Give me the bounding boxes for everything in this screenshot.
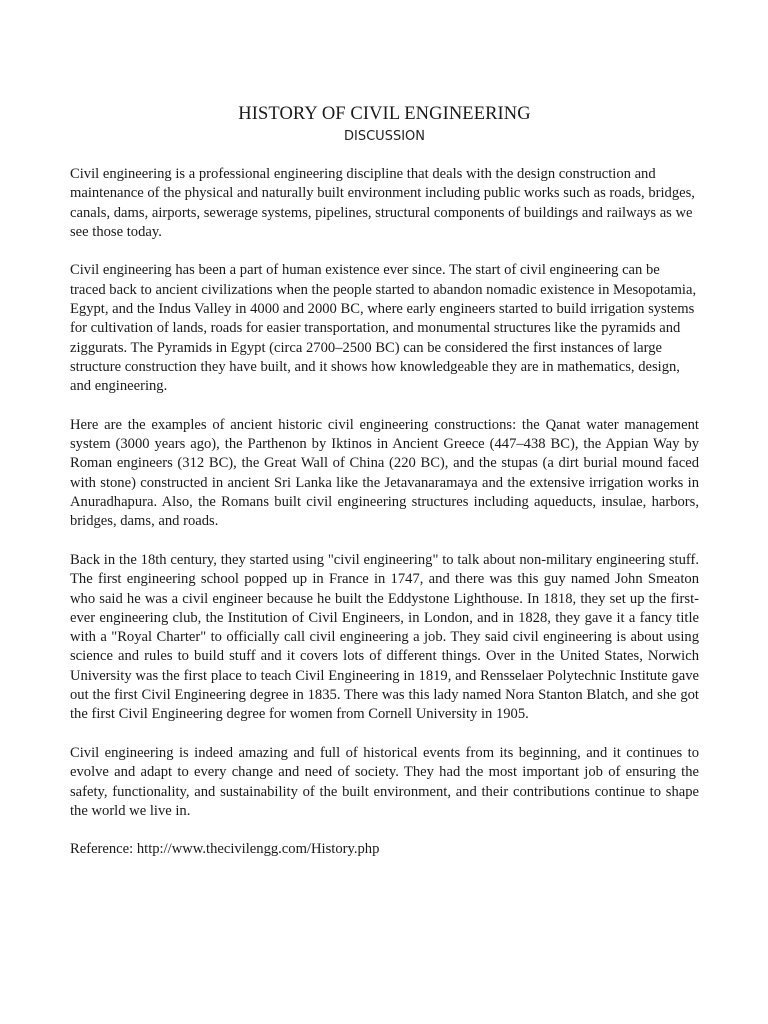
document-page (70, 102, 699, 860)
page-title: HISTORY OF CIVIL ENGINEERING (238, 104, 531, 124)
paragraph-18th-century: Back in the 18th century, they started using "civil engineering" to talk about non-military engineering stuff. The first engineering school popped up in France in 1747, and there was this guy named John Smeaton who said he was a civil engineer because he built the Eddystone Lighthouse. In 1818, they set up the first-ever engineering club, the Institution of Civil Engineers, in London, and in 1828, they gave it a fancy title with a "Royal Charter" to officially call civil engineering a job. They said civil engineering is about using science and rules to build stuff and it covers lots of different things. Over in the United States, Norwich University was the first place to teach Civil Engineering in 1819, and Rensselaer Polytechnic Institute gave out the first Civil Engineering degree in 1835. There was this lady named Nora Stanton Blatch, and she got the first Civil Engineering degree for women from Cornell University in 1905. (70, 551, 699, 723)
paragraph-conclusion: Civil engineering is indeed amazing and full of historical events from its beginning, and it continues to evolve and adapt to every change and need of society. They had the most important job of ensuring the safety, functionality, and sustainability of the built environment, and their contributions continue to shape the world we live in. (70, 744, 699, 819)
page-subtitle: DISCUSSION (344, 129, 425, 144)
reference-line: Reference: http://www.thecivilengg.com/History.php (70, 841, 380, 858)
paragraph-definition: Civil engineering is a professional engineering discipline that deals with the design construction and maintenance of the physical and naturally built environment including public works such as roads, bridges, canals, dams, airports, sewerage systems, pipelines, structural components of buildings and railways as we see those today. (70, 166, 695, 240)
paragraph-ancient-examples: Here are the examples of ancient historic civil engineering constructions: the Qanat water management system (3000 years ago), the Parthenon by Iktinos in Ancient Greece (447–438 BC), the Appian Way by Roman engineers (312 BC), the Great Wall of China (220 BC), and the stupas (a dirt burial mound faced with stone) constructed in ancient Sri Lanka like the Jetavanaramaya and the extensive irrigation works in Anuradhapura. Also, the Romans built civil engineering structures including aqueducts, insulae, harbors, bridges, dams, and roads. (70, 416, 699, 530)
paragraph-origins: Civil engineering has been a part of human existence ever since. The start of civil engineering can be traced back to ancient civilizations when the people started to abandon nomadic existence in Mesopotamia, Egypt, and the Indus Valley in 4000 and 2000 BC, where early engineers started to build irrigation systems for cultivation of lands, roads for easier transportation, and monumental structures like the pyramids and ziggurats. The Pyramids in Egypt (circa 2700–2500 BC) can be considered the first instances of large structure construction they have built, and it shows how knowledgeable they are in mathematics, design, and engineering. (70, 262, 697, 395)
